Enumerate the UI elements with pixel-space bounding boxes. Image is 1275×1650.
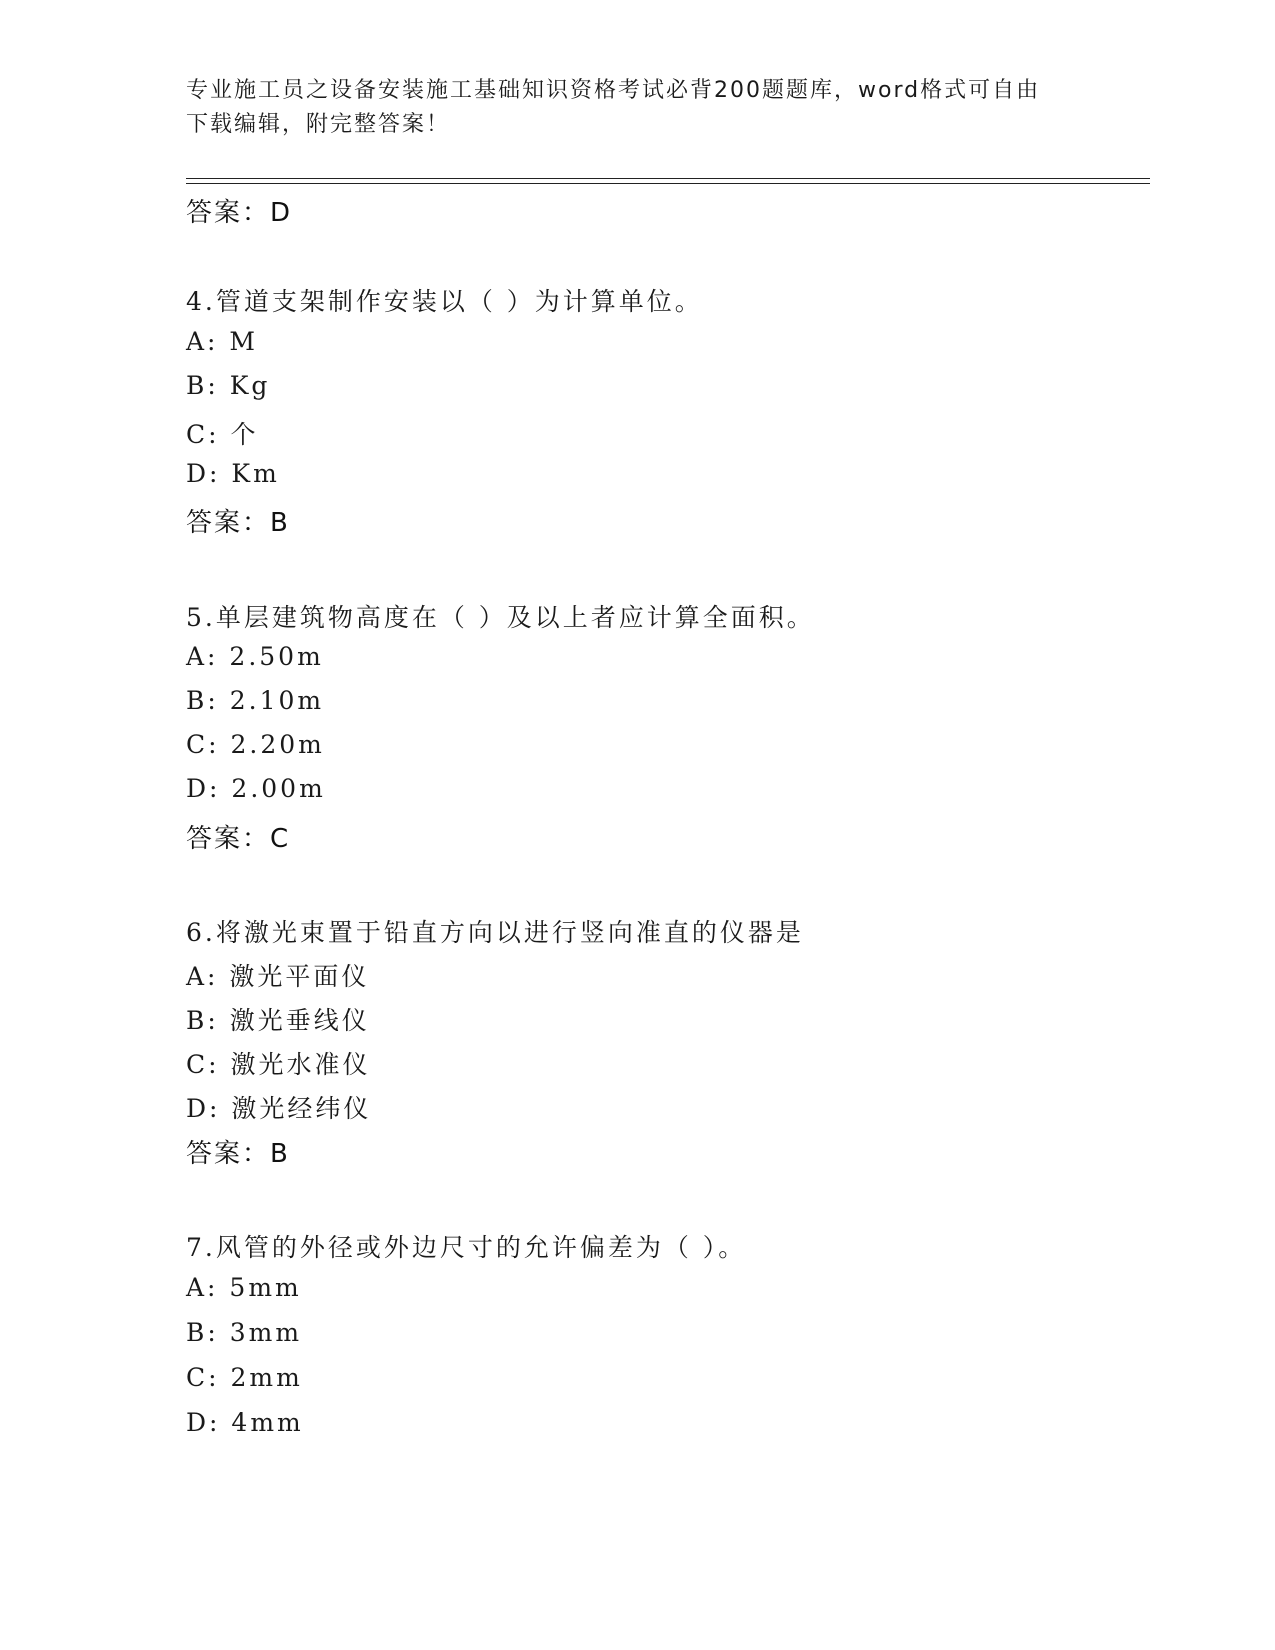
header-line-1: 专业施工员之设备安装施工基础知识资格考试必背200题题库，word格式可自由 (186, 78, 1041, 103)
option-b: B: 2.10m (186, 686, 325, 715)
answer-line: 答案：B (186, 1139, 290, 1169)
option-a: A: M (186, 327, 259, 356)
option-d: D: 4mm (186, 1408, 304, 1437)
option-a: A: 5mm (186, 1273, 302, 1302)
answer-line: 答案：D (186, 198, 293, 228)
header-divider-top (186, 178, 1150, 179)
question-stem: 7.风管的外径或外边尺寸的允许偏差为（ ）。 (186, 1233, 747, 1262)
answer-line: 答案：B (186, 508, 290, 538)
option-b: B: Kg (186, 371, 271, 400)
answer-line: 答案：C (186, 824, 291, 854)
option-d: D: Km (186, 459, 280, 488)
question-stem: 4.管道支架制作安装以（ ）为计算单位。 (186, 287, 703, 316)
option-a: A: 2.50m (186, 642, 324, 671)
option-c: C: 激光水准仪 (186, 1050, 371, 1079)
option-c: C: 2mm (186, 1363, 303, 1392)
option-c: C: 个 (186, 420, 259, 449)
option-b: B: 3mm (186, 1318, 303, 1347)
question-stem: 6.将激光束置于铅直方向以进行竖向准直的仪器是 (186, 918, 804, 947)
header-line-2: 下载编辑，附完整答案！ (186, 112, 451, 137)
header-divider-bottom (186, 183, 1150, 184)
option-c: C: 2.20m (186, 730, 325, 759)
document-header (186, 74, 1076, 142)
option-b: B: 激光垂线仪 (186, 1006, 370, 1035)
question-stem: 5.单层建筑物高度在（ ）及以上者应计算全面积。 (186, 603, 815, 632)
option-a: A: 激光平面仪 (186, 962, 370, 991)
option-d: D: 2.00m (186, 774, 326, 803)
option-d: D: 激光经纬仪 (186, 1094, 372, 1123)
